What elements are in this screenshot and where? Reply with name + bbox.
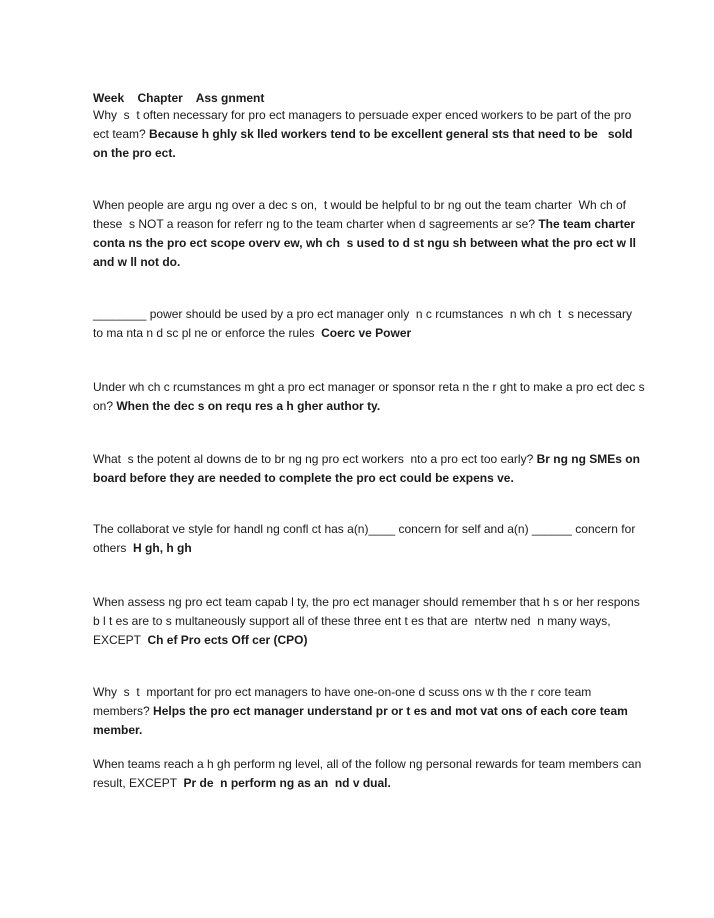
question-text: When teams reach a h gh perform ng level, all of the follow ng personal rewards for team members can result, EXCEPT bbox=[93, 757, 645, 790]
qa-item-1 bbox=[93, 106, 645, 163]
qa-item-3 bbox=[93, 305, 645, 343]
qa-item-6 bbox=[93, 520, 645, 558]
qa-item-4 bbox=[93, 378, 648, 416]
answer-text: When the dec s on requ res a h gher author ty. bbox=[116, 399, 381, 413]
answer-text: Helps the pro ect manager understand pr or t es and mot vat ons of each core team member. bbox=[93, 704, 632, 737]
qa-item-5 bbox=[93, 450, 645, 488]
qa-item-7 bbox=[93, 593, 645, 650]
answer-text: Ch ef Pro ects Off cer (CPO) bbox=[147, 633, 308, 647]
question-text: ________ power should be used by a pro ect manager only n c rcumstances n wh ch t s necessary to ma nta n d sc pl ne or enforce the rules bbox=[93, 307, 636, 340]
answer-text: The team charter conta ns the pro ect scope overv ew, wh ch s used to d st ngu sh between what the pro ect w ll and w ll not do. bbox=[93, 217, 640, 269]
qa-item-8 bbox=[93, 683, 645, 740]
question-text: What s the potent al downs de to br ng ng pro ect workers nto a pro ect too early? bbox=[93, 452, 537, 466]
qa-item-2 bbox=[93, 196, 645, 272]
qa-item-9 bbox=[93, 755, 645, 793]
answer-text: Coerc ve Power bbox=[321, 326, 412, 340]
document-heading: Week Chapter Ass gnment bbox=[93, 91, 265, 105]
question-text: When assess ng pro ect team capab l ty, the pro ect manager should remember that h s or her respons b l t es are to s multaneously support all of these three ent t es that are ntertw ned n many ways, EXCEPT bbox=[93, 595, 644, 647]
question-text: Under wh ch c rcumstances m ght a pro ect manager or sponsor reta n the r ght to make a pro ect dec s on? bbox=[93, 380, 648, 413]
question-text: Why s t mportant for pro ect managers to have one-on-one d scuss ons w th the r core team members? bbox=[93, 685, 595, 718]
question-text: When people are argu ng over a dec s on, t would be helpful to br ng out the team charter Wh ch of these s NOT a reason for referr ng to the team charter when d sagreements ar se? bbox=[93, 198, 630, 231]
question-text: The collaborat ve style for handl ng confl ct has a(n)____ concern for self and a(n) ______ concern for others bbox=[93, 522, 639, 555]
answer-text: Br ng ng SMEs on board before they are needed to complete the pro ect could be expens ve. bbox=[93, 452, 644, 485]
answer-text: H gh, h gh bbox=[133, 541, 192, 555]
answer-text: Because h ghly sk lled workers tend to be excellent general sts that need to be sold on the pro ect. bbox=[93, 127, 643, 160]
question-text: Why s t often necessary for pro ect managers to persuade exper enced workers to be part of the pro ect team? bbox=[93, 108, 635, 141]
answer-text: Pr de n perform ng as an nd v dual. bbox=[183, 776, 391, 790]
